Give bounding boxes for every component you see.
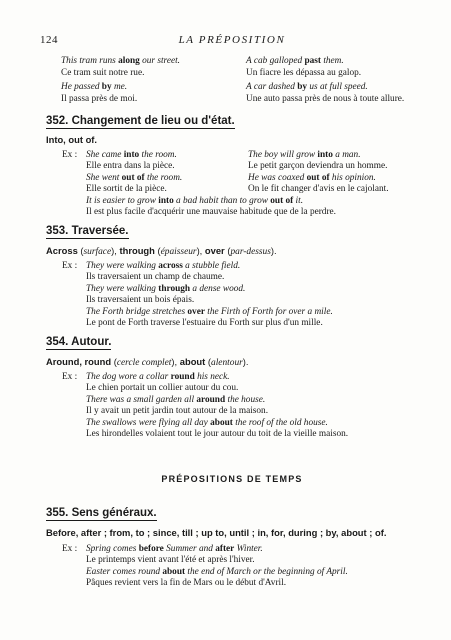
section-354-heading: 354. Autour. — [46, 336, 112, 348]
s353-fr-3: Le pont de Forth traverse l'estuaire du Forth sur plus d'un mille. — [86, 318, 323, 328]
intro-right-fr-1: Un fiacre les dépassa au galop. — [246, 68, 362, 78]
intro-left-en-1: This tram runs along our street. — [61, 56, 180, 66]
section-353-heading: 353. Traversée. — [46, 225, 129, 237]
intro-right-fr-2: Une auto passa près de nous à toute allure. — [246, 94, 405, 104]
section-353-ex-label: Ex : — [62, 261, 78, 271]
s355-fr-1: Le printemps vient avant l'été et après l'hiver. — [86, 555, 255, 565]
intro-left-fr-2: Il passa près de moi. — [61, 94, 138, 104]
s352-wide-en: It is easier to grow into a bad habit than to grow out of it. — [86, 196, 304, 206]
section-354-subtitle: Around, round (cercle complet), about (alentour). — [46, 356, 249, 368]
intro-left-en-2: He passed by me. — [61, 82, 128, 92]
section-355-ex-label: Ex : — [62, 544, 78, 554]
s352-wide-fr: Il est plus facile d'acquérir une mauvaise habitude que de la perdre. — [86, 207, 337, 217]
s352-right-en-2: He was coaxed out of his opinion. — [248, 173, 376, 183]
s354-fr-1: Le chien portait un collier autour du cou. — [86, 383, 239, 393]
s355-en-1: Spring comes before Summer and after Winter. — [86, 544, 263, 554]
running-title: LA PRÉPOSITION — [178, 34, 286, 46]
temps-section-title: PRÉPOSITIONS DE TEMPS — [161, 474, 303, 484]
s352-left-fr-1: Elle entra dans la pièce. — [86, 161, 175, 171]
section-352-heading: 352. Changement de lieu ou d'état. — [46, 115, 235, 127]
section-353-subtitle: Across (surface), through (épaisseur), over (par-dessus). — [46, 245, 277, 257]
s354-en-1: The dog wore a collar round his neck. — [86, 372, 230, 382]
s352-left-fr-2: Elle sortit de la pièce. — [86, 184, 167, 194]
intro-right-en-1: A cab galloped past them. — [246, 56, 344, 66]
s355-en-2: Easter comes round about the end of March or the beginning of April. — [86, 567, 348, 577]
s352-right-en-1: The boy will grow into a man. — [248, 150, 361, 160]
page-header — [40, 34, 424, 48]
s354-fr-2: Il y avait un petit jardin tout autour de la maison. — [86, 406, 269, 416]
s353-fr-2: Ils traversaient un bois épais. — [86, 295, 195, 305]
s353-en-3: The Forth bridge stretches over the Firth of Forth for over a mile. — [86, 307, 333, 317]
section-352-subtitle: Into, out of. — [46, 134, 98, 145]
section-354-ex-label: Ex : — [62, 372, 78, 382]
s354-fr-3: Les hirondelles volaient tout le jour autour du toit de la vieille maison. — [86, 429, 349, 439]
intro-right-en-2: A car dashed by us at full speed. — [246, 82, 368, 92]
s353-en-2: They were walking through a dense wood. — [86, 284, 246, 294]
s353-en-1: They were walking across a stubble field. — [86, 261, 241, 271]
section-352-ex-label: Ex : — [62, 150, 78, 160]
s352-left-en-2: She went out of the room. — [86, 173, 183, 183]
s354-en-2: There was a small garden all around the house. — [86, 395, 266, 405]
s355-fr-2: Pâques revient vers la fin de Mars ou le début d'Avril. — [86, 578, 287, 588]
s352-right-fr-2: On le fit changer d'avis en le cajolant. — [248, 184, 389, 194]
section-355-heading: 355. Sens généraux. — [46, 507, 157, 519]
s354-en-3: The swallows were flying all day about the roof of the old house. — [86, 418, 328, 428]
intro-left-fr-1: Ce tram suit notre rue. — [61, 68, 145, 78]
s353-fr-1: Ils traversaient un champ de chaume. — [86, 272, 225, 282]
section-355-subtitle: Before, after ; from, to ; since, till ; up to, until ; in, for, during ; by, about ; of. — [46, 527, 387, 538]
s352-right-fr-1: Le petit garçon deviendra un homme. — [248, 161, 388, 171]
s352-left-en-1: She came into the room. — [86, 150, 177, 160]
page-number: 124 — [40, 34, 58, 46]
